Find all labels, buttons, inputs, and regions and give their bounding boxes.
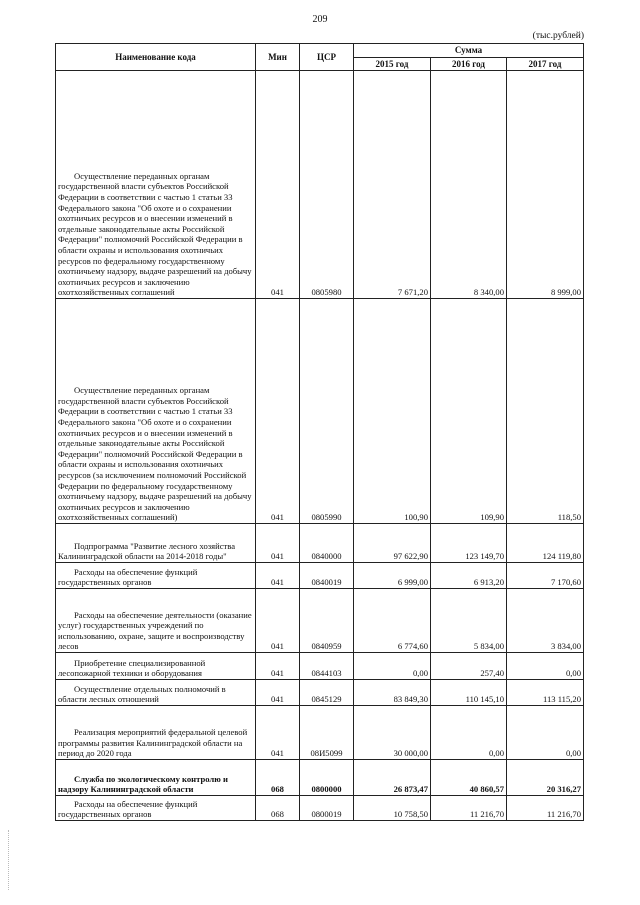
row-name: Служба по экологическому контролю и надзору Калининградской области	[56, 760, 256, 796]
row-name: Осуществление переданных органам государственной власти субъектов Российской Федерации в соответствии с частью 1 статьи 33 Федерального закона "Об охоте и о сохранении охотничьих ресурсов и о внесении изменений в отдельные законодательные акты Российской Федерации" полномочий Российской Федерации в области охраны и использования охотничьих ресурсов (за исключением полномочий Российской Федерации по федеральному государственному охотничьему надзору, выдаче разрешений на добычу охотничьих ресурсов и заключению охотхозяйственных соглашений)	[56, 299, 256, 524]
row-csr: 08И5099	[300, 706, 354, 760]
row-min: 041	[256, 299, 300, 524]
header-2015: 2015 год	[354, 58, 431, 71]
row-min: 068	[256, 796, 300, 821]
row-min: 041	[256, 524, 300, 563]
row-name: Расходы на обеспечение функций государственных органов	[56, 796, 256, 821]
row-2017: 0,00	[507, 653, 584, 680]
page-number: 209	[312, 14, 328, 25]
row-csr: 0840959	[300, 589, 354, 653]
row-min: 041	[256, 653, 300, 680]
row-csr: 0840019	[300, 563, 354, 589]
row-2016: 40 860,57	[431, 760, 507, 796]
table-row	[56, 760, 584, 796]
table-row	[56, 524, 584, 563]
row-2017: 118,50	[507, 299, 584, 524]
row-name: Расходы на обеспечение функций государственных органов	[56, 563, 256, 589]
row-name: Осуществление отдельных полномочий в области лесных отношений	[56, 680, 256, 706]
row-csr: 0844103	[300, 653, 354, 680]
row-min: 041	[256, 589, 300, 653]
row-2016: 109,90	[431, 299, 507, 524]
row-csr: 0805990	[300, 299, 354, 524]
table-row	[56, 589, 584, 653]
table-row	[56, 299, 584, 524]
header-name: Наименование кода	[56, 44, 256, 71]
row-2015: 0,00	[354, 653, 431, 680]
row-csr: 0800019	[300, 796, 354, 821]
row-name: Реализация мероприятий федеральной целевой программы развития Калининградской области на период до 2020 года	[56, 706, 256, 760]
row-2016: 6 913,20	[431, 563, 507, 589]
row-2016: 0,00	[431, 706, 507, 760]
table-row	[56, 706, 584, 760]
header-2017: 2017 год	[507, 58, 584, 71]
scan-margin-mark	[8, 830, 10, 890]
row-2015: 26 873,47	[354, 760, 431, 796]
row-2015: 7 671,20	[354, 71, 431, 299]
row-name: Приобретение специализированной лесопожарной техники и оборудования	[56, 653, 256, 680]
row-2015: 83 849,30	[354, 680, 431, 706]
row-2016: 123 149,70	[431, 524, 507, 563]
row-csr: 0805980	[300, 71, 354, 299]
row-2017: 3 834,00	[507, 589, 584, 653]
row-2015: 6 774,60	[354, 589, 431, 653]
row-2016: 257,40	[431, 653, 507, 680]
row-2017: 0,00	[507, 706, 584, 760]
row-2016: 110 145,10	[431, 680, 507, 706]
table-row	[56, 653, 584, 680]
row-min: 041	[256, 680, 300, 706]
header-2016: 2016 год	[431, 58, 507, 71]
table-row	[56, 563, 584, 589]
table-row	[56, 71, 584, 299]
unit-note: (тыс.рублей)	[532, 31, 584, 41]
row-name: Осуществление переданных органам государственной власти субъектов Российской Федерации в соответствии с частью 1 статьи 33 Федерального закона "Об охоте и о сохранении охотничьих ресурсов и о внесении изменений в отдельные законодательные акты Российской Федерации" полномочий Российской Федерации в области охраны и использования охотничьих ресурсов по федеральному государственному охотничьему надзору, выдаче разрешений на добычу охотничьих ресурсов и заключению охотхозяйственных соглашений	[56, 71, 256, 299]
row-2017: 20 316,27	[507, 760, 584, 796]
row-2017: 124 119,80	[507, 524, 584, 563]
row-name: Подпрограмма "Развитие лесного хозяйства Калининградской области на 2014-2018 годы"	[56, 524, 256, 563]
row-csr: 0845129	[300, 680, 354, 706]
row-2015: 30 000,00	[354, 706, 431, 760]
table-row	[56, 796, 584, 821]
row-csr: 0840000	[300, 524, 354, 563]
budget-table	[55, 43, 584, 821]
row-2016: 11 216,70	[431, 796, 507, 821]
row-2016: 8 340,00	[431, 71, 507, 299]
row-2017: 8 999,00	[507, 71, 584, 299]
row-min: 041	[256, 71, 300, 299]
header-min: Мин	[256, 44, 300, 71]
header-sum: Сумма	[354, 44, 584, 58]
row-2016: 5 834,00	[431, 589, 507, 653]
row-2015: 97 622,90	[354, 524, 431, 563]
row-min: 041	[256, 706, 300, 760]
header-csr: ЦСР	[300, 44, 354, 71]
row-2015: 6 999,00	[354, 563, 431, 589]
row-2015: 10 758,50	[354, 796, 431, 821]
row-min: 068	[256, 760, 300, 796]
row-2017: 7 170,60	[507, 563, 584, 589]
row-name: Расходы на обеспечение деятельности (оказание услуг) государственных учреждений по использованию, охране, защите и воспроизводству лесов	[56, 589, 256, 653]
row-2015: 100,90	[354, 299, 431, 524]
row-csr: 0800000	[300, 760, 354, 796]
row-min: 041	[256, 563, 300, 589]
row-2017: 113 115,20	[507, 680, 584, 706]
table-row	[56, 680, 584, 706]
row-2017: 11 216,70	[507, 796, 584, 821]
